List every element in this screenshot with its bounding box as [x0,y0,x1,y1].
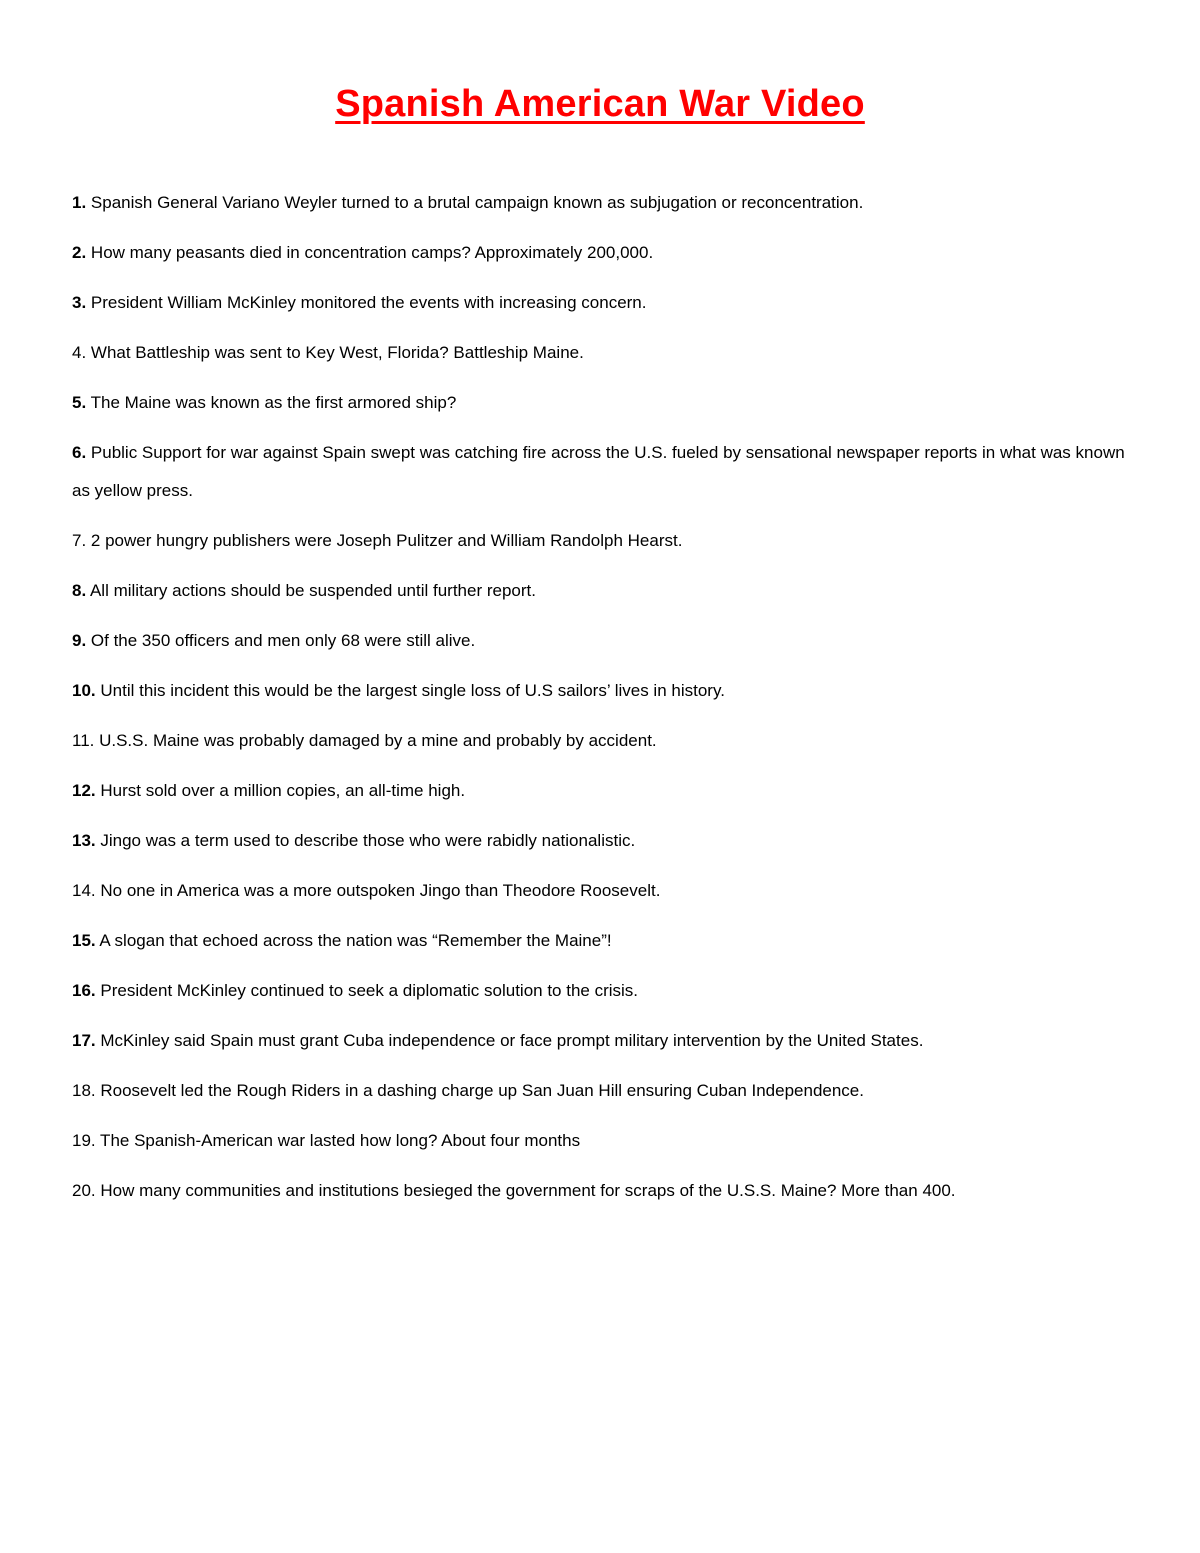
list-item [72,522,1132,560]
item-text: Hurst sold over a million copies, an all-time high. [95,781,466,800]
item-number: 17. [72,1031,96,1050]
list-item [72,672,1132,710]
item-text: The Maine was known as the first armored ship? [86,393,457,412]
list-item [72,922,1132,960]
item-number: 3. [72,293,87,312]
list-item [72,722,1132,760]
item-number: 14. [72,881,96,900]
item-text: What Battleship was sent to Key West, Florida? Battleship Maine. [86,343,584,362]
list-item [72,572,1132,610]
item-text: 2 power hungry publishers were Joseph Pulitzer and William Randolph Hearst. [86,531,683,550]
item-text: How many communities and institutions besieged the government for scraps of the U.S.S. Maine? More than 400. [95,1181,956,1200]
item-text: How many peasants died in concentration camps? Approximately 200,000. [86,243,654,262]
list-item [72,872,1132,910]
item-text: Of the 350 officers and men only 68 were still alive. [86,631,476,650]
item-number: 4. [72,343,87,362]
list-item [72,334,1132,372]
item-text: Roosevelt led the Rough Riders in a dashing charge up San Juan Hill ensuring Cuban Independence. [95,1081,864,1100]
list-item [72,384,1132,422]
question-list [72,184,1132,1222]
item-text: A slogan that echoed across the nation was “Remember the Maine”! [95,931,612,950]
item-number: 9. [72,631,87,650]
list-item [72,972,1132,1010]
item-text: No one in America was a more outspoken Jingo than Theodore Roosevelt. [95,881,661,900]
item-text: McKinley said Spain must grant Cuba independence or face prompt military intervention by the United States. [95,1031,924,1050]
item-number: 5. [72,393,87,412]
item-number: 15. [72,931,96,950]
item-number: 11. [72,731,95,750]
item-text: President McKinley continued to seek a diplomatic solution to the crisis. [95,981,639,1000]
item-text: Public Support for war against Spain swept was catching fire across the U.S. fueled by sensational newspaper reports in what was known as yellow press. [72,443,1125,500]
item-text: U.S.S. Maine was probably damaged by a mine and probably by accident. [94,731,657,750]
list-item [72,234,1132,272]
item-text: The Spanish-American war lasted how long? About four months [95,1131,581,1150]
item-number: 7. [72,531,87,550]
item-number: 18. [72,1081,96,1100]
item-text: Spanish General Variano Weyler turned to a brutal campaign known as subjugation or reconcentration. [86,193,864,212]
list-item [72,1172,1132,1210]
list-item [72,284,1132,322]
item-number: 16. [72,981,96,1000]
page-title: Spanish American War Video [335,83,865,125]
list-item [72,1072,1132,1110]
item-number: 1. [72,193,87,212]
item-number: 6. [72,443,87,462]
item-number: 2. [72,243,87,262]
item-number: 8. [72,581,87,600]
item-number: 13. [72,831,96,850]
item-text: All military actions should be suspended until further report. [86,581,536,600]
item-number: 19. [72,1131,96,1150]
list-item [72,184,1132,222]
list-item [72,822,1132,860]
item-number: 10. [72,681,96,700]
list-item [72,622,1132,660]
list-item [72,434,1132,510]
item-text: Jingo was a term used to describe those who were rabidly nationalistic. [95,831,636,850]
item-text: President William McKinley monitored the events with increasing concern. [86,293,647,312]
item-number: 20. [72,1181,96,1200]
list-item [72,1022,1132,1060]
list-item [72,1122,1132,1160]
list-item [72,772,1132,810]
item-text: Until this incident this would be the largest single loss of U.S sailors’ lives in history. [95,681,725,700]
item-number: 12. [72,781,96,800]
